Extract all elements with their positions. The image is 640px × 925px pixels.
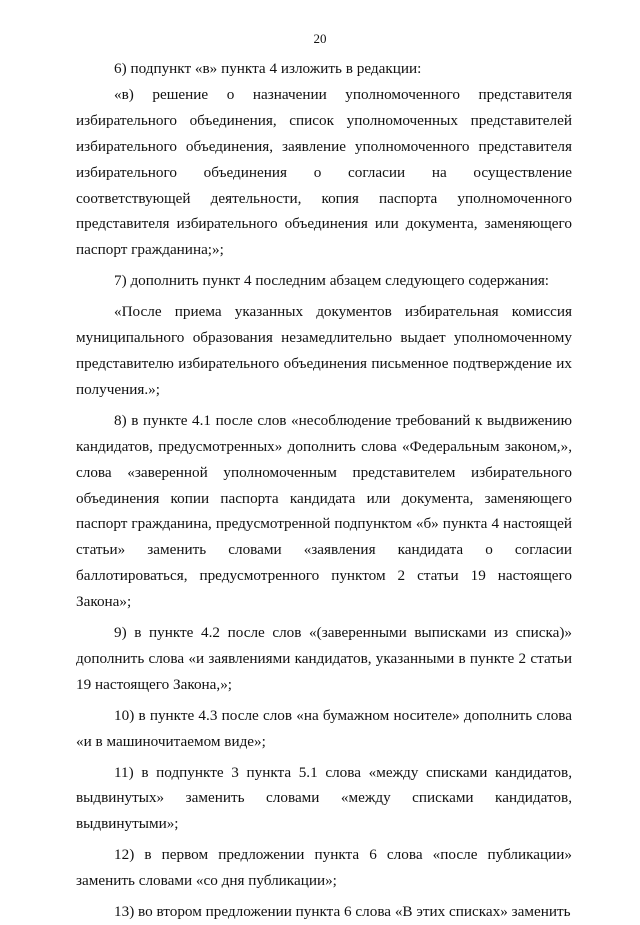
document-body xyxy=(76,56,572,925)
page-number: 20 xyxy=(313,31,327,46)
paragraph-item-12: 12) в первом предложении пункта 6 слова «после публикации» заменить словами «со дня публикации»; xyxy=(76,846,572,890)
paragraph-item-13: 13) во втором предложении пункта 6 слова «В этих списках» заменить xyxy=(114,903,571,921)
paragraph-item-8: 8) в пункте 4.1 после слов «несоблюдение требований к выдвижению кандидатов, предусмотренных» дополнить слова «Федеральным законом,», слова «заверенной уполномоченным представителем избирательного объединения копии паспорта кандидата или документа, заменяющего паспорт гражданина, предусмотренной подпунктом «б» пункта 4 настоящей статьи» заменить словами «заявления кандидата о согласии баллотироваться, предусмотренного пунктом 2 статьи 19 настоящего Закона»; xyxy=(76,411,572,611)
paragraph-quote-subpoint-v: «в) решение о назначении уполномоченного представителя избирательного объединения, список уполномоченных представителей избирательного объединения, заявление уполномоченного представителя избирательного объединения о согласии на осуществление соответствующей деятельности, копия паспорта уполномоченного представителя избирательного объединения или документа, заменяющего паспорт гражданина;»; xyxy=(76,85,572,259)
paragraph-item-9: 9) в пункте 4.2 после слов «(заверенными выписками из списка)» дополнить слова «и заявлениями кандидатов, указанными в пункте 2 статьи 19 настоящего Закона,»; xyxy=(76,624,572,693)
paragraph-item-7: 7) дополнить пункт 4 последним абзацем следующего содержания: xyxy=(114,272,550,290)
paragraph-quote-after-reception: «После приема указанных документов избирательная комиссия муниципального образования незамедлительно выдает уполномоченному представителю избирательного объединения письменное подтверждение их получения.»; xyxy=(76,303,572,398)
paragraph-item-11: 11) в подпункте 3 пункта 5.1 слова «между списками кандидатов, выдвинутых» заменить словами «между списками кандидатов, выдвинутыми»; xyxy=(76,763,572,833)
paragraph-item-10: 10) в пункте 4.3 после слов «на бумажном носителе» дополнить слова «и в машиночитаемом виде»; xyxy=(76,706,572,750)
paragraph-item-6: 6) подпункт «в» пункта 4 изложить в редакции: xyxy=(114,60,422,77)
